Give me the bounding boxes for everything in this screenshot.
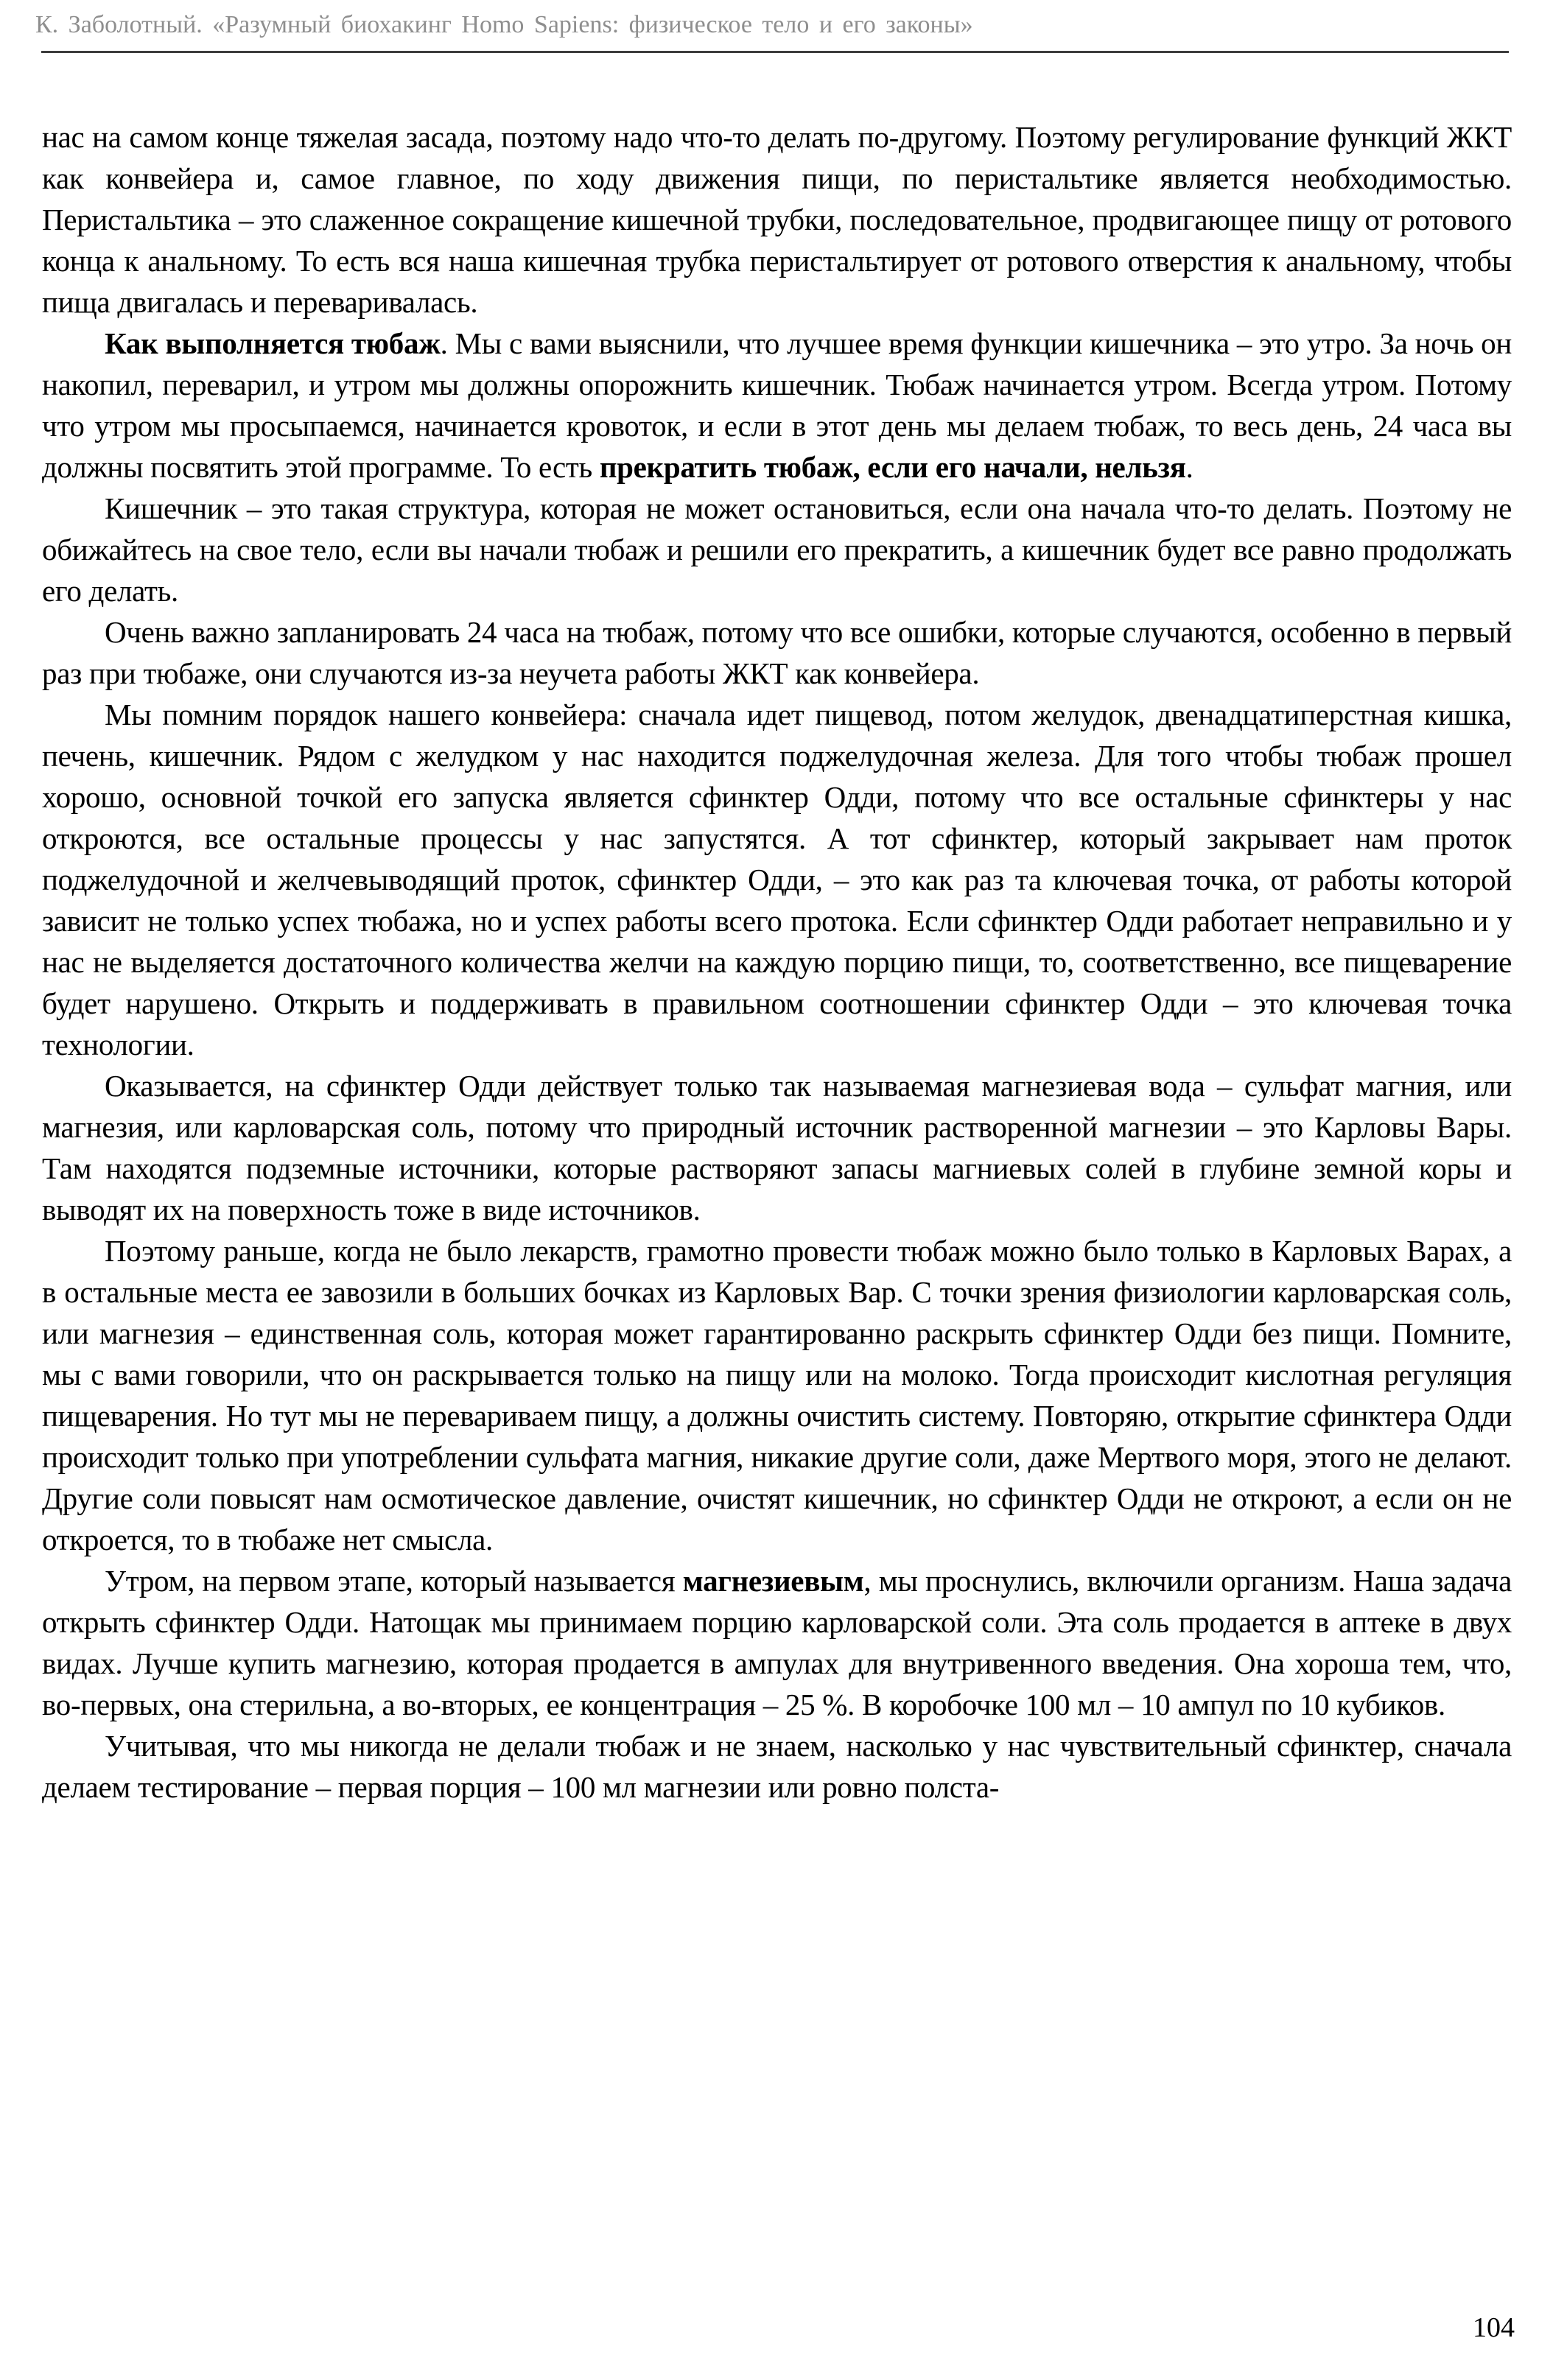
page-footer <box>1473 2311 1515 2344</box>
running-title: К. Заболотный. «Разумный биохакинг Homo Sapiens: физическое тело и его законы» <box>35 11 973 38</box>
paragraph <box>42 611 1512 694</box>
paragraph <box>42 116 1512 323</box>
page-body <box>42 116 1512 1808</box>
text-segment: Поэтому раньше, когда не было лекарств, грамотно провести тюбаж можно было только в Карловых Варах, а в остальные места ее завозили в больших бочках из Карловых Вар. С точки зрения физиологии карловарская соль, или магнезия – единственная соль, которая может гарантированно раскрыть сфинктер Одди без пищи. Помните, мы с вами говорили, что он раскрывается только на пищу или на молоко. Тогда происходит кислотная регуляция пищеварения. Но тут мы не перевариваем пищу, а должны очистить систему. Повторяю, открытие сфинктера Одди происходит только при употреблении сульфата магния, никакие другие соли, даже Мертвого моря, этого не делают. Другие соли повысят нам осмотическое давление, очистят кишечник, но сфинктер Одди не откроют, а если он не откроется, то в тюбаже нет смысла. <box>42 1234 1512 1556</box>
text-segment: . <box>1185 450 1193 484</box>
page-header <box>35 10 1512 41</box>
bold-text-segment: прекратить тюбаж, если его начали, нельзя <box>599 450 1186 484</box>
text-segment: Мы помним порядок нашего конвейера: сначала идет пищевод, потом желудок, двенадцатиперстная кишка, печень, кишечник. Рядом с желудком у нас находится поджелудочная железа. Для того чтобы тюбаж прошел хорошо, основной точкой его запуска является сфинктер Одди, потому что все остальные сфинктеры у нас откроются, все остальные процессы у нас запустятся. А тот сфинктер, который закрывает нам проток поджелудочной и желчевыводящий проток, сфинктер Одди, – это как раз та ключевая точка, от работы которой зависит не только успех тюбажа, но и успех работы всего протока. Если сфинктер Одди работает неправильно и у нас не выделяется достаточного количества желчи на каждую порцию пищи, то, соответственно, все пищеварение будет нарушено. Открыть и поддерживать в правильном соотношении сфинктер Одди – это ключевая точка технологии. <box>42 698 1512 1061</box>
text-segment: Оказывается, на сфинктер Одди действует только так называемая магнезиевая вода – сульфат магния, или магнезия, или карловарская соль, потому что природный источник растворенной магнезии – это Карловы Вары. Там находятся подземные источники, которые растворяют запасы магниевых солей в глубине земной коры и выводят их на поверхность тоже в виде источников. <box>42 1069 1512 1226</box>
text-segment: Кишечник – это такая структура, которая не может остановиться, если она начала что-то делать. Поэтому не обижайтесь на свое тело, если вы начали тюбаж и решили его прекратить, а кишечник будет все равно продолжать его делать. <box>42 491 1512 608</box>
paragraph <box>42 1065 1512 1230</box>
paragraph <box>42 1560 1512 1725</box>
bold-text-segment: Как выполняется тюбаж <box>105 326 441 360</box>
text-segment: Утром, на первом этапе, который называется <box>105 1564 683 1598</box>
paragraph <box>42 694 1512 1065</box>
bold-text-segment: магнезиевым <box>682 1564 864 1598</box>
text-segment: Очень важно запланировать 24 часа на тюбаж, потому что все ошибки, которые случаются, особенно в первый раз при тюбаже, они случаются из-за неучета работы ЖКТ как конвейера. <box>42 615 1512 690</box>
text-segment: . Мы с вами выяснили, что лучшее время функции кишечника – это утро. За ночь он накопил, переварил, и утром мы должны опорожнить кишечник. Тюбаж начинается утром. Всегда утром. Потому что утром мы просыпаемся, начинается кровоток, и если в этот день мы делаем тюбаж, то весь день, 24 часа вы должны посвятить этой программе. То есть <box>42 326 1512 484</box>
paragraph <box>42 488 1512 611</box>
paragraph <box>42 323 1512 488</box>
header-divider <box>41 51 1509 53</box>
text-segment: нас на самом конце тяжелая засада, поэтому надо что-то делать по-другому. Поэтому регулирование функций ЖКТ как конвейера и, самое главное, по ходу движения пищи, по перистальтике является необходимостью. Перистальтика – это слаженное сокращение кишечной трубки, последовательное, продвигающее пищу от ротового конца к анальному. То есть вся наша кишечная трубка перистальтирует от ротового отверстия к анальному, чтобы пища двигалась и переваривалась. <box>42 120 1512 319</box>
paragraph <box>42 1230 1512 1560</box>
text-segment: , мы проснулись, включили организм. Наша задача открыть сфинктер Одди. Натощак мы принимаем порцию карловарской соли. Эта соль продается в аптеке в двух видах. Лучше купить магнезию, которая продается в ампулах для внутривенного введения. Она хороша тем, что, во-первых, она стерильна, а во-вторых, ее концентрация – 25 %. В коробочке 100 мл – 10 ампул по 10 кубиков. <box>42 1564 1512 1721</box>
text-segment: Учитывая, что мы никогда не делали тюбаж и не знаем, насколько у нас чувствительный сфинктер, сначала делаем тестирование – первая порция – 100 мл магнезии или ровно полста- <box>42 1729 1512 1804</box>
paragraph <box>42 1725 1512 1808</box>
page-number: 104 <box>1473 2312 1515 2343</box>
